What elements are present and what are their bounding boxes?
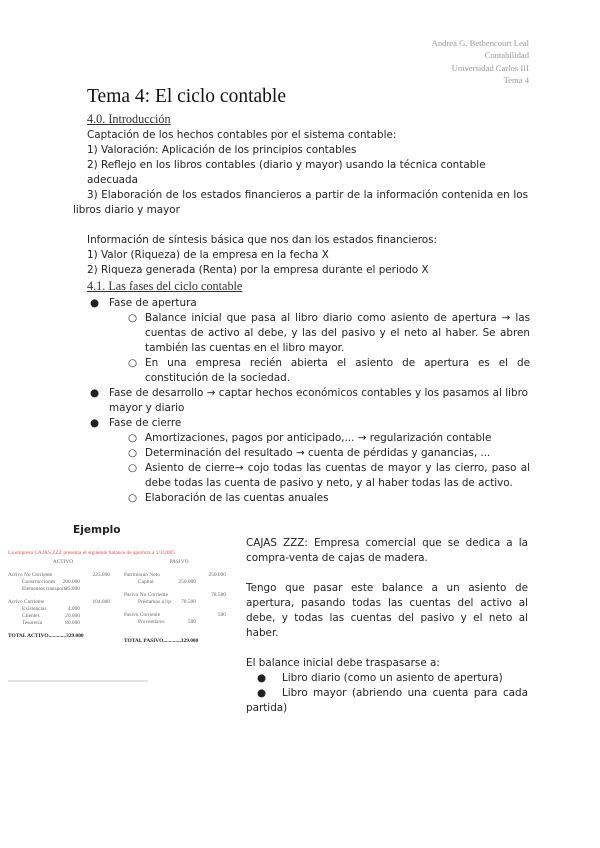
intro-item: 2) Reflejo en los libros contables (diario y mayor) usando la técnica contable adecuada: [87, 159, 486, 186]
header-university: Universidad Carlos III: [451, 62, 529, 73]
row-value: 25.000: [65, 586, 80, 592]
intro-item: 3) Elaboración de los estados financieros a partir de la información contenida en los libros diario y mayor: [73, 189, 528, 216]
row-label: Elementos transporte: [22, 586, 68, 592]
section-intro: [73, 128, 528, 278]
row-label: Pasivo No Corriente: [124, 592, 169, 598]
row-value: 500: [187, 619, 196, 625]
table-row: [124, 599, 234, 606]
table-row: [8, 613, 118, 620]
row-label: Patrimonio Neto: [124, 572, 160, 578]
bullet-circle-icon: ○: [128, 357, 138, 369]
list-item: [0, 416, 417, 431]
phase-detail: Amortizaciones, pagos por anticipado,... → regularización contable: [145, 432, 492, 444]
list-item: [0, 446, 530, 461]
row-label: Existencias: [22, 606, 47, 612]
list-item: [246, 686, 528, 716]
activo-header: ACTIVO: [52, 559, 74, 565]
page-header: [432, 37, 529, 86]
phase-name: Fase de cierre: [109, 417, 182, 429]
phase-detail: Balance inicial que pasa al libro diario como asiento de apertura → las cuentas de activo al debe, y las del pasivo y el neto al haber. Se abren también las cuentas en el libro mayor.: [145, 312, 530, 354]
row-value: 200.000: [62, 579, 80, 585]
table-row: [124, 612, 234, 619]
row-value: 250.000: [178, 579, 196, 585]
row-value: 4.000: [67, 606, 80, 612]
intro-item: 1) Valoración: Aplicación de los principios contables: [87, 144, 357, 156]
info-item: 1) Valor (Riqueza) de la empresa en la fecha X: [87, 249, 329, 261]
list-item: [0, 296, 417, 311]
bullet-circle-icon: ○: [128, 492, 138, 504]
activo-total: TOTAL ACTIVO.............329.000: [8, 633, 84, 639]
phases-list: [0, 296, 600, 506]
table-row: [124, 572, 234, 579]
header-subject: Contabilidad: [484, 50, 529, 61]
bullet-dot-icon: ●: [90, 387, 100, 399]
pasivo-column: [124, 559, 234, 645]
row-value: 104.000: [92, 599, 110, 605]
list-item: [0, 386, 528, 416]
transfer-item: Libro diario (como un asiento de apertura): [282, 672, 503, 684]
intro-lead: Captación de los hechos contables por el sistema contable:: [87, 129, 397, 141]
caption-bar: [8, 680, 148, 682]
bullet-dot-icon: ●: [257, 672, 267, 684]
phase-name: Fase de desarrollo → captar hechos económicos contables y los pasamos al libro mayor y diario: [109, 387, 528, 414]
phase-detail: En una empresa recién abierta el asiento de apertura es el de constitución de la sociedad.: [145, 357, 530, 384]
row-label: Pasivo Corriente: [124, 612, 161, 618]
header-author: Andrea G. Bethencourt Leal: [431, 38, 529, 48]
row-value: 500: [217, 612, 226, 618]
section-phases-heading: 4.1. Las fases del ciclo contable: [87, 279, 243, 293]
pasivo-header: PASIVO: [169, 559, 189, 565]
example-heading: Ejemplo: [73, 524, 121, 536]
row-value: 80.000: [65, 620, 80, 626]
row-value: 20.000: [65, 613, 80, 619]
row-value: 78.500: [181, 599, 196, 605]
table-row: [8, 606, 118, 613]
pasivo-total: TOTAL PASIVO.............329.000: [124, 638, 199, 644]
phase-detail: Determinación del resultado → cuenta de pérdidas y ganancias, ...: [145, 447, 491, 459]
row-label: Préstamos a l/p: [138, 599, 171, 605]
list-item: [0, 311, 530, 356]
section-intro-heading: 4.0. Introducción: [87, 112, 171, 126]
bullet-dot-icon: ●: [90, 417, 100, 429]
row-label: Tesorería: [22, 620, 42, 626]
phase-detail: Asiento de cierre→ cojo todas las cuentas de mayor y las cierro, paso al debe todas las cuenta de pasivo y neto, y al haber todas las de activo.: [145, 462, 530, 489]
row-label: Capital: [138, 579, 154, 585]
phase-detail: Elaboración de las cuentas anuales: [145, 492, 329, 504]
table-row: [8, 586, 118, 593]
activo-column: [8, 559, 118, 640]
bullet-circle-icon: ○: [128, 447, 138, 459]
row-value: 250.000: [208, 572, 226, 578]
list-item: [246, 671, 528, 686]
row-value: 78.500: [211, 592, 226, 598]
transfer-lead: El balance inicial debe traspasarse a:: [246, 657, 440, 669]
row-label: Activo No Corriente: [8, 572, 53, 578]
info-item: 2) Riqueza generada (Renta) por la empresa durante el periodo X: [87, 264, 429, 276]
row-value: 225.000: [92, 572, 110, 578]
table-row: [8, 620, 118, 627]
phase-name: Fase de apertura: [109, 297, 197, 309]
balance-title: La empresa CAJAS ZZZ presenta el siguiente balance de apertura a 1/1/2005: [8, 550, 175, 556]
balance-sheet-image: [8, 550, 234, 695]
list-item: [0, 431, 530, 446]
table-row: [124, 592, 234, 599]
bullet-circle-icon: ○: [128, 312, 138, 324]
table-row: [8, 579, 118, 586]
bullet-dot-icon: ●: [257, 687, 267, 699]
row-label: Activo Corriente: [8, 599, 45, 605]
table-row: [8, 599, 118, 606]
list-item: [0, 491, 530, 506]
list-item: [0, 461, 530, 491]
page-title: Tema 4: El ciclo contable: [87, 86, 286, 107]
row-label: Proveedores: [138, 619, 165, 625]
company-description: CAJAS ZZZ: Empresa comercial que se dedica a la compra-venta de cajas de madera.: [246, 537, 528, 564]
list-item: [0, 356, 530, 386]
bullet-circle-icon: ○: [128, 462, 138, 474]
transfer-item: Libro mayor (abriendo una cuenta para cada partida): [246, 687, 528, 714]
header-topic: Tema 4: [503, 74, 529, 85]
table-row: [124, 619, 234, 626]
task-description: Tengo que pasar este balance a un asiento de apertura, pasando todas las cuentas del activo al debe, y todas las cuentas del pasivo y el neto al haber.: [246, 582, 528, 639]
table-row: [8, 572, 118, 579]
row-label: Construcciones: [22, 579, 56, 585]
table-row: [124, 579, 234, 586]
bullet-dot-icon: ●: [90, 297, 100, 309]
row-label: Clientes: [22, 613, 40, 619]
example-description: [246, 536, 528, 716]
bullet-circle-icon: ○: [128, 432, 138, 444]
info-lead: Información de síntesis básica que nos dan los estados financieros:: [87, 234, 438, 246]
